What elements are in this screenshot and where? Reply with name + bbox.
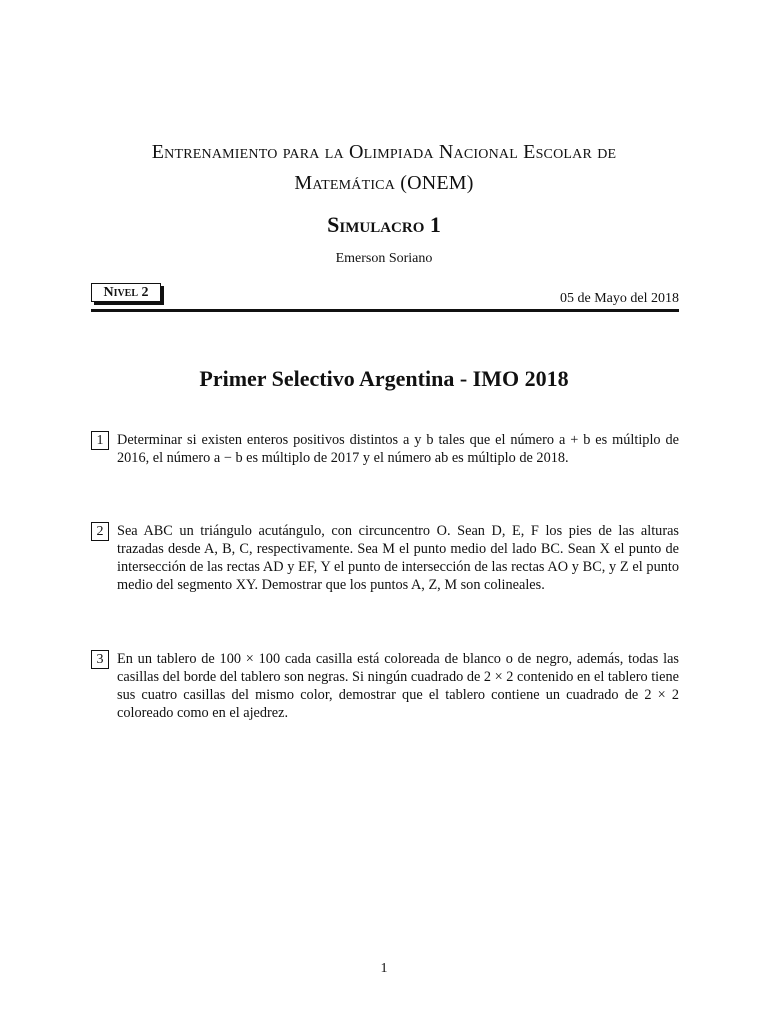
problem-statement: En un tablero de 100 × 100 cada casilla está coloreada de blanco o de negro, además, todas las casillas del borde del tablero son negras. Si ningún cuadrado de 2 × 2 contenido en el tablero tiene sus cuatro casillas del mismo color, demostrar que el tablero contiene un cuadrado de 2 × 2 coloreado como en el ajedrez. [117, 651, 679, 721]
author-name: Emerson Soriano [335, 251, 433, 266]
page-number: 1 [380, 961, 388, 976]
level-badge: Nivel 2 [91, 283, 161, 302]
document-subtitle: Simulacro 1 [327, 212, 441, 237]
document-title-line-2: Matemática (ONEM) [294, 172, 474, 194]
problem-item [91, 522, 679, 594]
problem-item [91, 431, 679, 467]
problem-statement: Determinar si existen enteros positivos distintos a y b tales que el número a + b es múltiplo de 2016, el número a − b es múltiplo de 2017 y el número ab es múltiplo de 2018. [117, 432, 679, 466]
problem-item [91, 650, 679, 722]
section-title: Primer Selectivo Argentina - IMO 2018 [199, 366, 569, 391]
problem-statement: Sea ABC un triángulo acutángulo, con circuncentro O. Sean D, E, F los pies de las alturas trazadas desde A, B, C, respectivamente. Sea M el punto medio del lado BC. Sean X el punto de intersección de las rectas AD y EF, Y el punto de intersección de las rectas AO y BC, y Z el punto medio del segmento XY. Demostrar que los puntos A, Z, M son colineales. [117, 523, 679, 593]
problem-number-box: 2 [91, 522, 109, 541]
document-title-line-1: Entrenamiento para la Olimpiada Nacional Escolar de [151, 141, 617, 163]
header-divider [91, 309, 679, 312]
problem-number-box: 1 [91, 431, 109, 450]
document-date: 05 de Mayo del 2018 [560, 291, 679, 306]
problem-number-box: 3 [91, 650, 109, 669]
